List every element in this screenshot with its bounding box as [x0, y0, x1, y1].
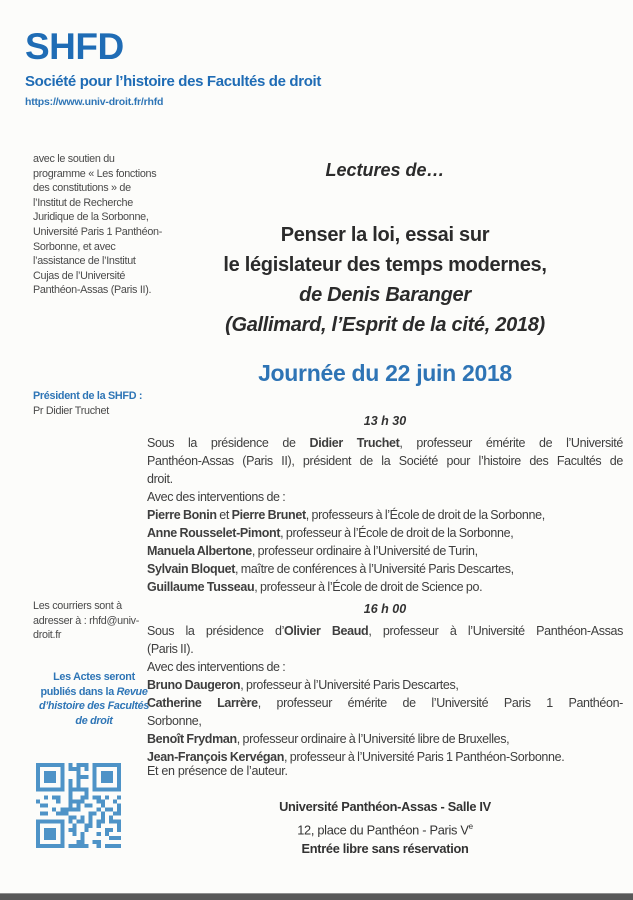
support-note: avec le soutien du programme « Les fonctions des constitutions » de l’Institut de Recherche Juridique de la Sorbonne, Université Paris 1 Panthéon-Sorbonne, et avec l’assistance de l’Institut Cujas de l’Université Panthéon-Assas (Paris II). [33, 153, 163, 297]
session-body: Sous la présidence de Didier Truchet, professeur émérite de l’Université Panthéon-Assas (Paris II), président de la Société pour l’histoire des Facultés de droit. Avec des interventions de : Pierre Bonin et Pierre Brunet, professeurs à l’École de droit de la Sorbonne, Anne Rousselet-Pimont, professeur à l’École de droit de la Sorbonne, Manuela Albertone, professeur ordinaire à l’Université de Turin, Sylvain Bloquet, maître de conférences à l’Université Paris Descartes, Guillaume Tusseau, professeur à l’École de droit de Science po. [147, 436, 623, 594]
session-time: 16 h 00 [363, 602, 407, 616]
session-body: Sous la présidence d’Olivier Beaud, professeur à l’Université Panthéon-Assas (Paris II). Avec des interventions de : Bruno Daugeron, professeur à l’Université Paris Descartes, Catherine Larrère, professeur émérite de l’Université Paris 1 Panthéon- Sorbonne, Benoît Frydman, professeur ordinaire à l’Université libre de Bruxelles, Jean-François Kervégan, professeur à l’Université Paris 1 Panthéon-Sorbonne. [147, 624, 623, 764]
org-title: Société pour l’histoire des Facultés de droit [25, 73, 321, 90]
venue-address-sup: e [468, 821, 473, 831]
page-bottom-edge [0, 893, 633, 900]
org-url: https://www.univ-droit.fr/rhfd [25, 96, 164, 108]
qr-code [36, 763, 121, 848]
venue-block [147, 797, 623, 859]
mail-note: Les courriers sont à adresser à : rhfd@univ-droit.fr [33, 600, 140, 642]
president-block [33, 389, 163, 418]
series-lead: Lectures de… [325, 160, 445, 180]
venue-address [147, 817, 623, 840]
session-time: 13 h 30 [363, 414, 407, 428]
event-date-heading: Journée du 22 juin 2018 [258, 360, 512, 386]
book-publisher: (Gallimard, l’Esprit de la cité, 2018) [225, 314, 545, 336]
header [25, 28, 321, 108]
president-name: Pr Didier Truchet [33, 404, 109, 417]
publication-journal-title: Revue d’histoire des Facultés de droit [38, 685, 150, 727]
book-title-line-2: le législateur des temps modernes, [223, 254, 547, 276]
book-title-line-1: Penser la loi, essai sur [280, 224, 490, 246]
closing-note: Et en présence de l’auteur. [147, 764, 288, 778]
president-label: Président de la SHFD : [33, 390, 143, 402]
book-title-block [147, 220, 623, 340]
venue-address-text: 12, place du Panthéon - Paris V [297, 821, 469, 837]
publication-note-prefix: Les Actes seront publiés dans la [40, 671, 135, 698]
org-acronym: SHFD [25, 26, 124, 67]
venue-name: Université Panthéon-Assas - Salle IV [279, 799, 491, 814]
publication-note [34, 670, 154, 728]
venue-admission: Entrée libre sans réservation [301, 841, 469, 857]
book-author: de Denis Baranger [299, 284, 471, 306]
